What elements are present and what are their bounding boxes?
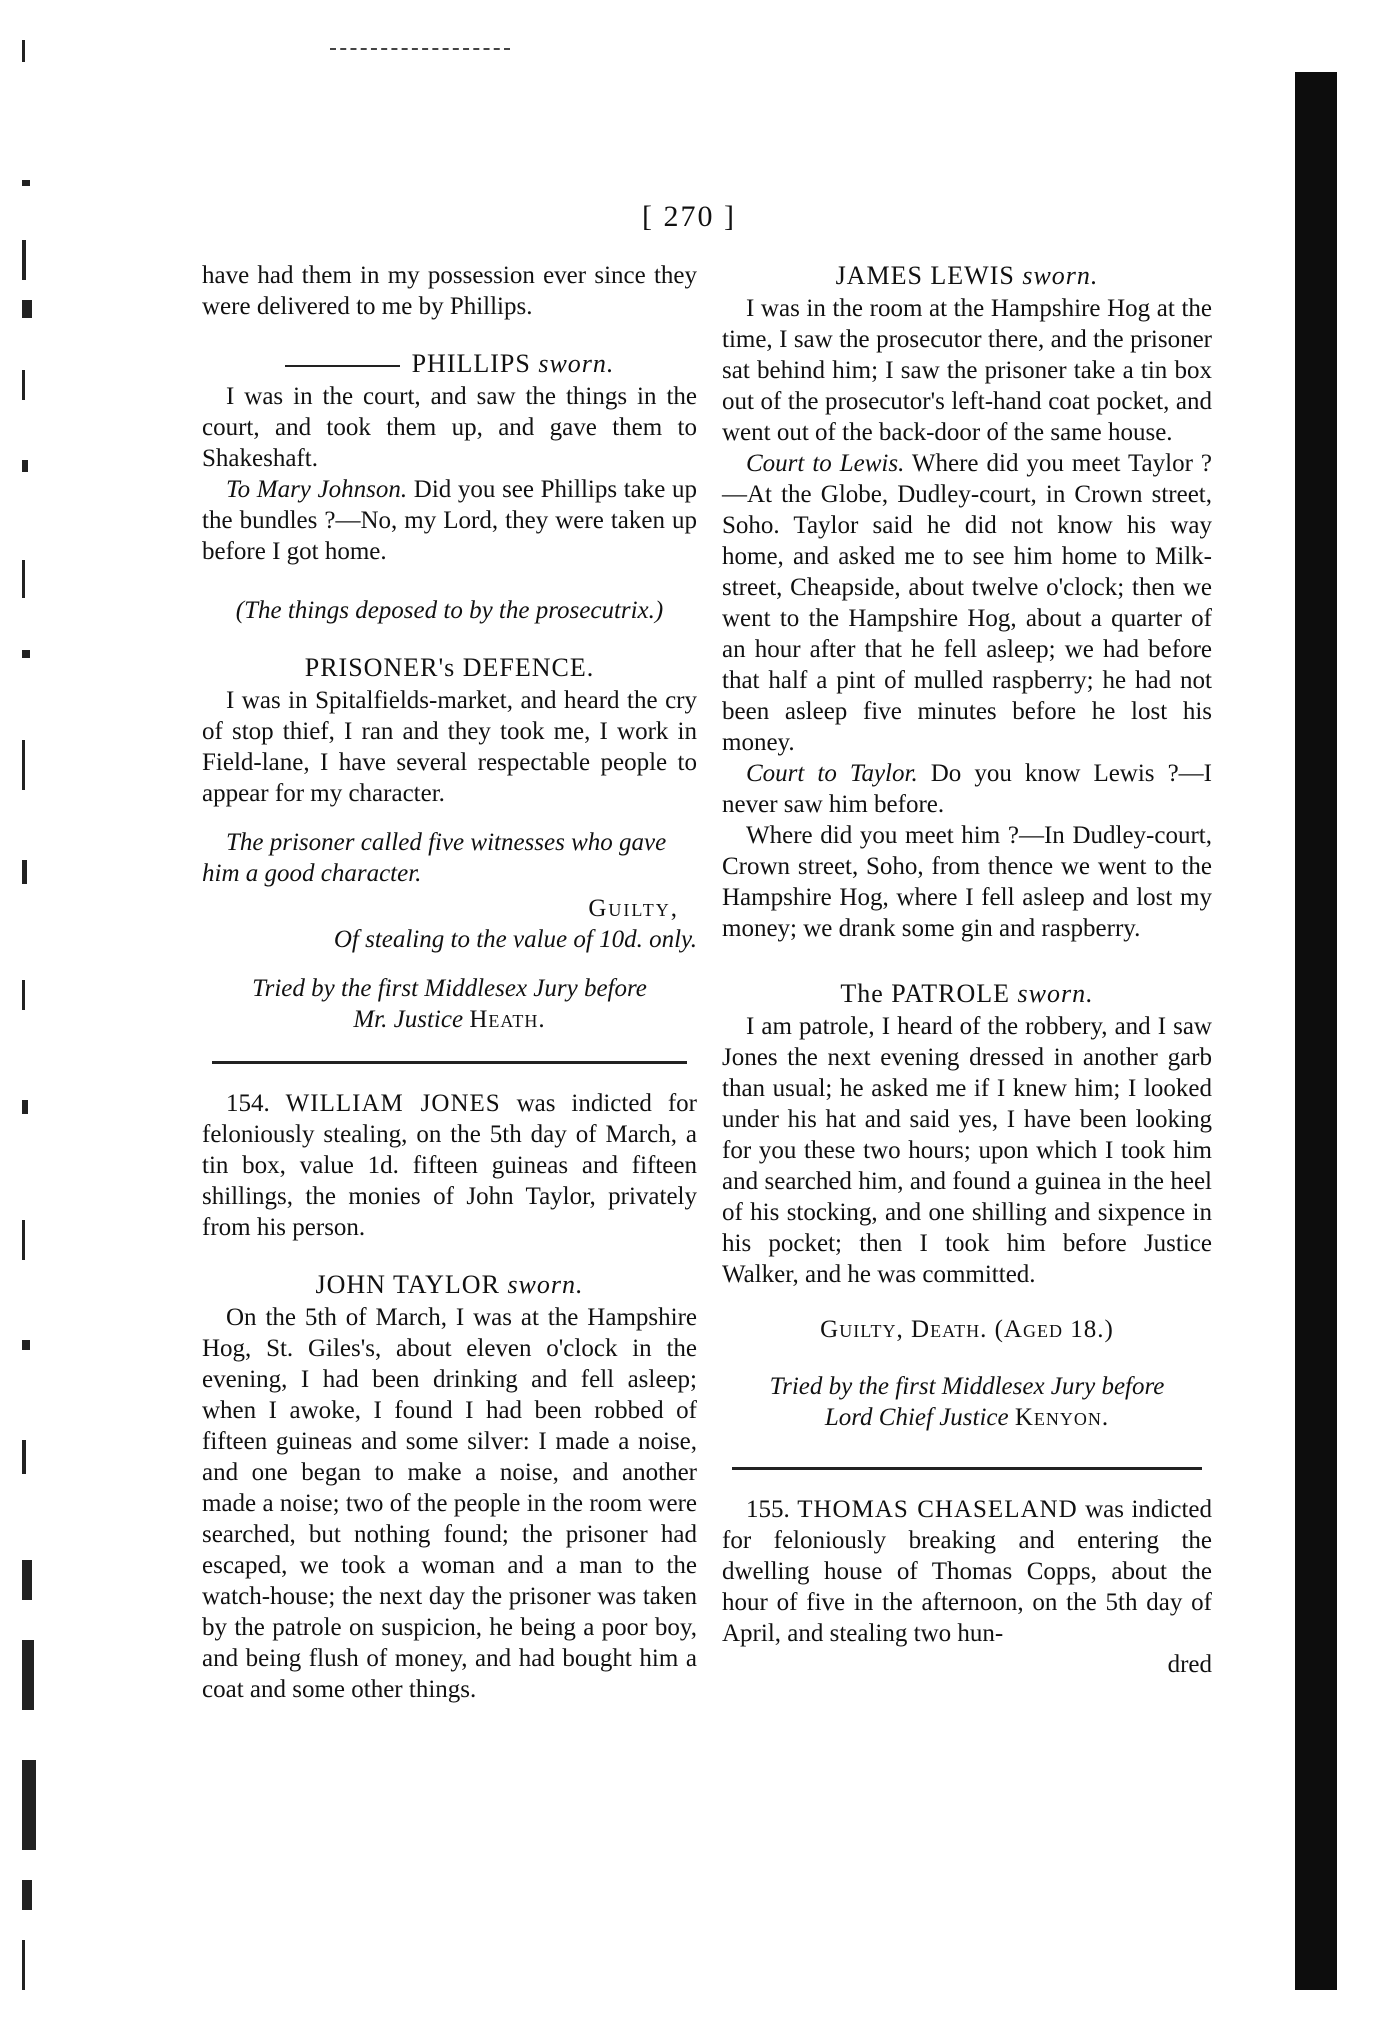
witness-heading-taylor bbox=[202, 1269, 697, 1300]
right-column bbox=[722, 260, 1212, 1680]
defendant-name: WILLIAM JONES bbox=[285, 1090, 501, 1117]
judge-name: Heath. bbox=[469, 1006, 546, 1033]
defence-heading: PRISONER's DEFENCE. bbox=[304, 653, 595, 682]
paragraph-text: Do you know Lewis ?—I never saw him before. bbox=[722, 760, 1212, 818]
case-number: 154. bbox=[226, 1090, 270, 1117]
verdict: Guilty, Death. (Aged 18.) bbox=[820, 1316, 1114, 1343]
binding-margin-marks bbox=[22, 40, 46, 2000]
paragraph: I was in the room at the Hampshire Hog at the time, I saw the prosecutor there, and the prisoner sat behind him; I saw the prisoner take a tin box out of the prosecutor's left-hand coat pocket, and went out of the back-door of the same house. bbox=[722, 295, 1212, 446]
section-rule bbox=[212, 1061, 687, 1064]
paragraph: I was in the court, and saw the things in the court, and took them up, and gave them to Shakeshaft. bbox=[202, 383, 697, 472]
case-entry bbox=[202, 1088, 697, 1243]
catchword: dred bbox=[1167, 1651, 1212, 1678]
verdict-detail: Of stealing to the value of 10d. only. bbox=[333, 926, 697, 953]
witness-heading-phillips bbox=[202, 348, 697, 379]
top-scan-dashes bbox=[330, 48, 510, 52]
paragraph: I am patrole, I heard of the robbery, and I saw Jones the next evening dressed in another garb than usual; he asked me if I knew him; I looked under his hat and said yes, I have been looking for you these two hours; upon which I took him and searched him, and found a guinea in the heel of his stocking, and one shilling and sixpence in his pocket; then I took him before Justice Walker, and he was committed. bbox=[722, 1013, 1212, 1288]
judge-title: Lord Chief Justice bbox=[824, 1404, 1009, 1431]
witness-name: JOHN TAYLOR bbox=[315, 1270, 500, 1299]
paragraph bbox=[202, 474, 697, 567]
paragraph: On the 5th of March, I was at the Hampshire Hog, St. Giles's, about eleven o'clock in the evening, I had been drinking and fell asleep; when I awoke, I found I had been robbed of fifteen guineas and some silver: I made a noise, and one began to make a noise, and another made a noise; two of the people in the room were searched, but nothing found; the prisoner had escaped, we took a woman and a man to the watch-house; the next day the prisoner was taken by the patrole on suspicion, he being a poor boy, and being flush of money, and had bought him a coat and some other things. bbox=[202, 1304, 697, 1703]
witness-heading-patrole bbox=[722, 978, 1212, 1009]
tried-line bbox=[722, 1402, 1212, 1433]
witness-name: The PATROLE bbox=[840, 979, 1011, 1008]
sworn-label: sworn. bbox=[1022, 261, 1099, 290]
speaker-lead: Court to Taylor. bbox=[746, 760, 918, 787]
sworn-label: sworn. bbox=[1017, 979, 1094, 1008]
paragraph-text: Did you see Phillips take up the bundles ?—No, my Lord, they were taken up before I got home. bbox=[202, 476, 697, 565]
paragraph-text: Where did you meet Taylor ?—At the Globe, Dudley-court, in Crown street, Soho. Taylor said he did not know his way home, and asked me to see him home to Milk-street, Cheapside, about twelve o'clock; then we went to the Hampshire Hog, about a quarter of an hour after that he fell asleep; we had before that half a pint of mulled raspberry; he had not been asleep five minutes before he lost his money. bbox=[722, 450, 1212, 756]
sworn-label: sworn. bbox=[507, 1270, 584, 1299]
dash-rule bbox=[285, 365, 400, 367]
case-number: 155. bbox=[746, 1496, 790, 1523]
tried-line: Tried by the first Middlesex Jury before bbox=[769, 1373, 1165, 1400]
speaker-lead: Court to Lewis. bbox=[746, 450, 905, 477]
left-column bbox=[202, 260, 697, 1705]
case-entry bbox=[722, 1494, 1212, 1649]
witness-note: The prisoner called five witnesses who gave him a good character. bbox=[202, 829, 667, 887]
witness-name: JAMES LEWIS bbox=[835, 261, 1015, 290]
section-rule bbox=[732, 1467, 1202, 1470]
bracket-note: (The things deposed to by the prosecutrix.) bbox=[235, 597, 664, 624]
tried-line bbox=[202, 1004, 697, 1035]
tried-before bbox=[722, 1371, 1212, 1433]
paragraph: I was in Spitalfields-market, and heard the cry of stop thief, I ran and they took me, I work in Field-lane, I have several respectable people to appear for my character. bbox=[202, 687, 697, 807]
paragraph: Where did you meet him ?—In Dudley-court, Crown street, Soho, from thence we went to the Hampshire Hog, where I fell asleep and lost my money; we drank some gin and raspberry. bbox=[722, 822, 1212, 942]
speaker-lead: To Mary Johnson. bbox=[226, 476, 408, 503]
page-number: [ 270 ] bbox=[642, 200, 736, 233]
indictment-text: was indicted for feloniously breaking and entering the dwelling house of Thomas Copps, about the hour of five in the afternoon, on the 5th day of April, and stealing two hun- bbox=[722, 1496, 1212, 1647]
tried-line: Tried by the first Middlesex Jury before bbox=[252, 975, 647, 1002]
scan-edge-shadow bbox=[1295, 72, 1337, 1990]
witness-name: PHILLIPS bbox=[411, 349, 531, 378]
defendant-name: THOMAS CHASELAND bbox=[797, 1496, 1078, 1523]
sworn-label: sworn. bbox=[538, 349, 615, 378]
paragraph: have had them in my possession ever since they were delivered to me by Phillips. bbox=[202, 262, 697, 320]
witness-heading-lewis bbox=[722, 260, 1212, 291]
paragraph bbox=[722, 758, 1212, 820]
judge-name: Kenyon. bbox=[1014, 1404, 1110, 1431]
verdict: Guilty, bbox=[588, 895, 679, 922]
indictment-text: was indicted for feloniously stealing, on the 5th day of March, a tin box, value 1d. fifteen guineas and fifteen shillings, the monies of John Taylor, privately from his person. bbox=[202, 1090, 698, 1241]
paragraph bbox=[722, 448, 1212, 758]
judge-title: Mr. Justice bbox=[353, 1006, 464, 1033]
tried-before bbox=[202, 973, 697, 1035]
